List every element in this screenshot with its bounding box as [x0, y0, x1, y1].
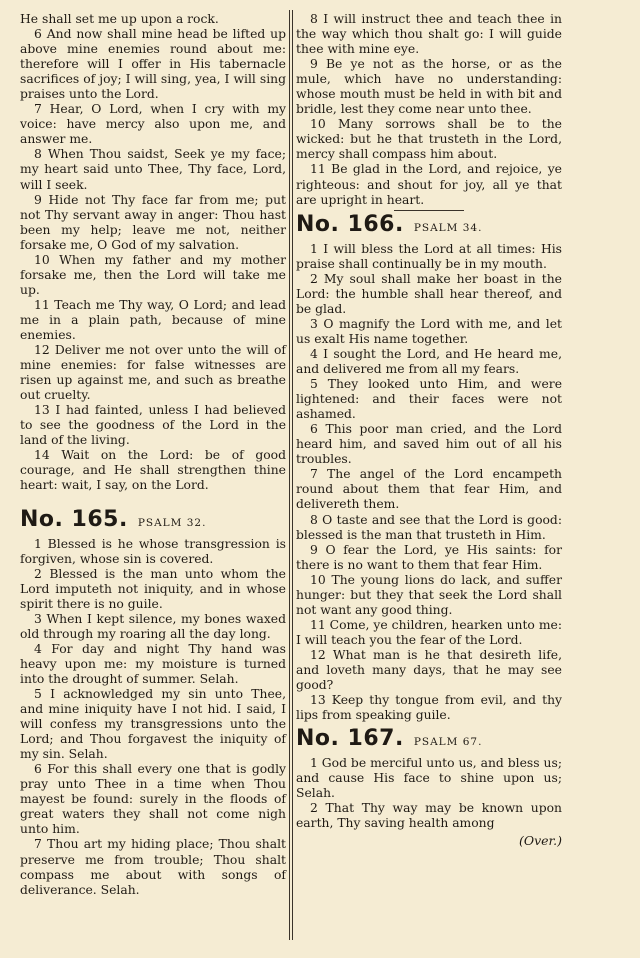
verse: 12 Deliver me not over unto the will of mine enemies: for false witnesses are risen up against me, and such as breathe out cruelty.: [20, 343, 286, 403]
verse: 2 My soul shall make her boast in the Lord: the humble shall hear thereof, and be glad.: [296, 271, 562, 316]
verse: 11 Teach me Thy way, O Lord; and lead me in a plain path, because of mine enemies.: [20, 297, 286, 342]
verse: 8 I will instruct thee and teach thee in the way which thou shalt go: I will guide thee with mine eye.: [296, 12, 562, 57]
verse: 7 The angel of the Lord encampeth round about them that fear Him, and delivereth them.: [296, 467, 562, 512]
section-number: No. 167.: [296, 726, 404, 752]
left-column: [20, 12, 286, 944]
verse: 9 O fear the Lord, ye His saints: for there is no want to them that fear Him.: [296, 542, 562, 572]
verse: He shall set me up upon a rock.: [20, 12, 219, 26]
section-heading-165: [20, 506, 286, 532]
right-column: [296, 12, 562, 944]
verse: 6 For this shall every one that is godly pray unto Thee in a time when Thou mayest be found: surely in the floods of great waters they shall not come nigh unto him.: [20, 762, 286, 837]
continued-note: (Over.): [518, 833, 562, 849]
verse: 2 Blessed is the man unto whom the Lord imputeth not iniquity, and in whose spirit there is no guile.: [20, 566, 286, 611]
verse: 14 Wait on the Lord: be of good courage, and He shall strengthen thine heart: wait, I say, on the Lord.: [20, 448, 286, 493]
verse: 9 Hide not Thy face far from me; put not Thy servant away in anger: Thou hast been my help; leave me not, neither forsake me, O God of my salvation.: [20, 192, 286, 252]
verse: 4 For day and night Thy hand was heavy upon me: my moisture is turned into the drought of summer. Selah.: [20, 641, 286, 686]
verse: 6 And now shall mine head be lifted up above mine enemies round about me: therefore will I offer in His tabernacle sacrifices of joy; I will sing, yea, I will sing praises unto the Lord.: [20, 27, 286, 102]
verse: 2 That Thy way may be known upon earth, Thy saving health among: [296, 801, 562, 831]
verse: 11 Come, ye children, hearken unto me: I will teach you the fear of the Lord.: [296, 617, 562, 647]
column-divider-inner: [292, 10, 293, 940]
verse: 10 Many sorrows shall be to the wicked: but he that trusteth in the Lord, mercy shall compass him about.: [296, 117, 562, 162]
psalm-label: PSALM 67.: [413, 736, 483, 749]
verse: 10 When my father and my mother forsake me, then the Lord will take me up.: [20, 252, 286, 297]
section-number: No. 166.: [296, 211, 404, 237]
verse: 8 O taste and see that the Lord is good: blessed is the man that trusteth in Him.: [296, 512, 562, 542]
verse: 7 Hear, O Lord, when I cry with my voice: have mercy also upon me, and answer me.: [20, 102, 286, 147]
verse: 1 Blessed is he whose transgression is forgiven, whose sin is covered.: [20, 536, 286, 566]
verse: 13 Keep thy tongue from evil, and thy lips from speaking guile.: [296, 693, 562, 723]
psalm-label: PSALM 32.: [137, 516, 207, 529]
verse: 10 The young lions do lack, and suffer hunger: but they that seek the Lord shall not want any good thing.: [296, 572, 562, 617]
section-heading-167: [296, 726, 562, 752]
column-divider: [289, 10, 290, 940]
verse: 11 Be glad in the Lord, and rejoice, ye righteous: and shout for joy, all ye that are upright in heart.: [296, 162, 562, 207]
verse: 3 O magnify the Lord with me, and let us exalt His name together.: [296, 316, 562, 346]
verse: 3 When I kept silence, my bones waxed old through my roaring all the day long.: [20, 611, 286, 641]
section-heading-166: [296, 211, 562, 237]
verse: 5 They looked unto Him, and were lightened: and their faces were not ashamed.: [296, 377, 562, 422]
verse: 4 I sought the Lord, and He heard me, and delivered me from all my fears.: [296, 346, 562, 377]
psalm-label: PSALM 34.: [413, 221, 483, 234]
verse: 6 This poor man cried, and the Lord heard him, and saved him out of all his troubles.: [296, 422, 562, 467]
verse: 1 God be merciful unto us, and bless us; and cause His face to shine upon us; Selah.: [296, 756, 562, 801]
section-rule: [394, 210, 464, 211]
verse: 9 Be ye not as the horse, or as the mule, which have no understanding: whose mouth must be held in with bit and bridle, lest they come near unto thee.: [296, 57, 562, 117]
verse: 5 I acknowledged my sin unto Thee, and mine iniquity have I not hid. I said, I will confess my transgressions unto the Lord; and Thou forgavest the iniquity of my sin. Selah.: [20, 687, 286, 762]
section-number: No. 165.: [20, 506, 128, 532]
verse: 13 I had fainted, unless I had believed to see the goodness of the Lord in the land of the living.: [20, 403, 286, 448]
verse: 1 I will bless the Lord at all times: His praise shall continually be in my mouth.: [296, 241, 562, 271]
verse: 8 When Thou saidst, Seek ye my face; my heart said unto Thee, Thy face, Lord, will I seek.: [20, 147, 286, 192]
verse: 7 Thou art my hiding place; Thou shalt preserve me from trouble; Thou shalt compass me about with songs of deliverance. Selah.: [20, 837, 286, 897]
verse: 12 What man is he that desireth life, and loveth many days, that he may see good?: [296, 647, 562, 693]
